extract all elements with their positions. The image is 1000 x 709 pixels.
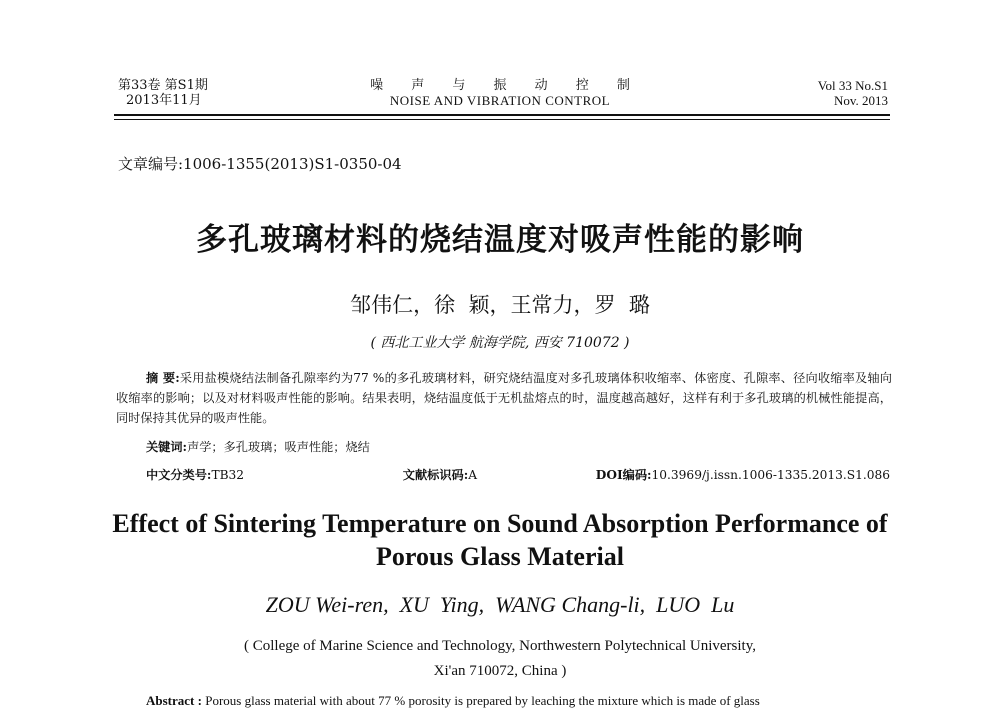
clc-code: [146, 466, 244, 483]
doi-label: DOI编码:: [595, 468, 652, 482]
authors-en: ZOU Wei-ren, XU Ying, WANG Chang-li, LUO Lu: [265, 592, 735, 617]
clc-value: TB32: [211, 468, 245, 482]
abstract-en-text: Porous glass material with about 77 % porosity is prepared by leaching the mixture which is made of glass: [205, 693, 760, 708]
clc-label: 中文分类号:: [146, 468, 212, 482]
article-number: 文章编号:1006-1355(2013)S1-0350-04: [118, 155, 402, 173]
affiliation-en-line2: Xi'an 710072, China ): [433, 663, 567, 679]
keywords-cn-text: 声学；多孔玻璃；吸声性能；烧结: [187, 440, 370, 454]
abstract-cn-label: 摘 要:: [146, 371, 180, 385]
date-cn: 2013年11月: [126, 93, 202, 108]
abstract-cn: [116, 368, 892, 428]
affiliation-cn: ( 西北工业大学 航海学院, 西安 710072 ): [370, 335, 630, 351]
journal-volume-en: [818, 78, 888, 108]
journal-name-en: NOISE AND VIBRATION CONTROL: [389, 93, 611, 108]
volume-en: Vol 33 No.S1: [817, 78, 888, 93]
authors-cn: 邹伟仁，徐 颖，王常力，罗 璐: [350, 293, 650, 317]
keywords-cn: [146, 438, 370, 455]
volume-cn: 第33卷 第S1期: [118, 78, 208, 93]
keywords-cn-label: 关键词:: [146, 440, 188, 454]
journal-name: [350, 78, 650, 108]
header-rule-thick: [114, 114, 890, 116]
title-en-line2: Porous Glass Material: [376, 542, 624, 571]
journal-volume-cn: [118, 78, 208, 108]
document-code: [403, 466, 477, 483]
abstract-en: [146, 693, 890, 709]
affiliation-en-line1: ( College of Marine Science and Technology, Northwestern Polytechnical University,: [244, 638, 756, 654]
journal-name-cn: 噪 声 与 振 动 控 制: [370, 78, 642, 93]
doc-value: A: [468, 468, 478, 482]
doc-label: 文献标识码:: [402, 468, 469, 482]
affiliation-en: [0, 634, 1000, 684]
doi-value: 10.3969/j.issn.1006-1335.2013.S1.086: [651, 468, 890, 482]
title-cn: 多孔玻璃材料的烧结温度对吸声性能的影响: [196, 222, 804, 258]
abstract-en-label: Abstract :: [146, 693, 202, 708]
abstract-cn-text: 采用盐模烧结法制备孔隙率约为77 %的多孔玻璃材料，研究烧结温度对多孔玻璃体积收缩率、体密度、孔隙率、径向收缩率及轴向收缩率的影响；以及对材料吸声性能的影响。结果表明，烧结温度低于无机盐熔点的时，温度越高越好，这样有利于多孔玻璃的机械性能提高，同时保持其优异的吸声性能。: [116, 371, 892, 425]
header-rule-thin: [114, 119, 890, 120]
title-en: [0, 507, 1000, 573]
doi: [596, 466, 890, 483]
date-en: Nov. 2013: [833, 93, 888, 108]
title-en-line1: Effect of Sintering Temperature on Sound Absorption Performance of: [112, 509, 888, 538]
classification-row: [146, 466, 890, 483]
